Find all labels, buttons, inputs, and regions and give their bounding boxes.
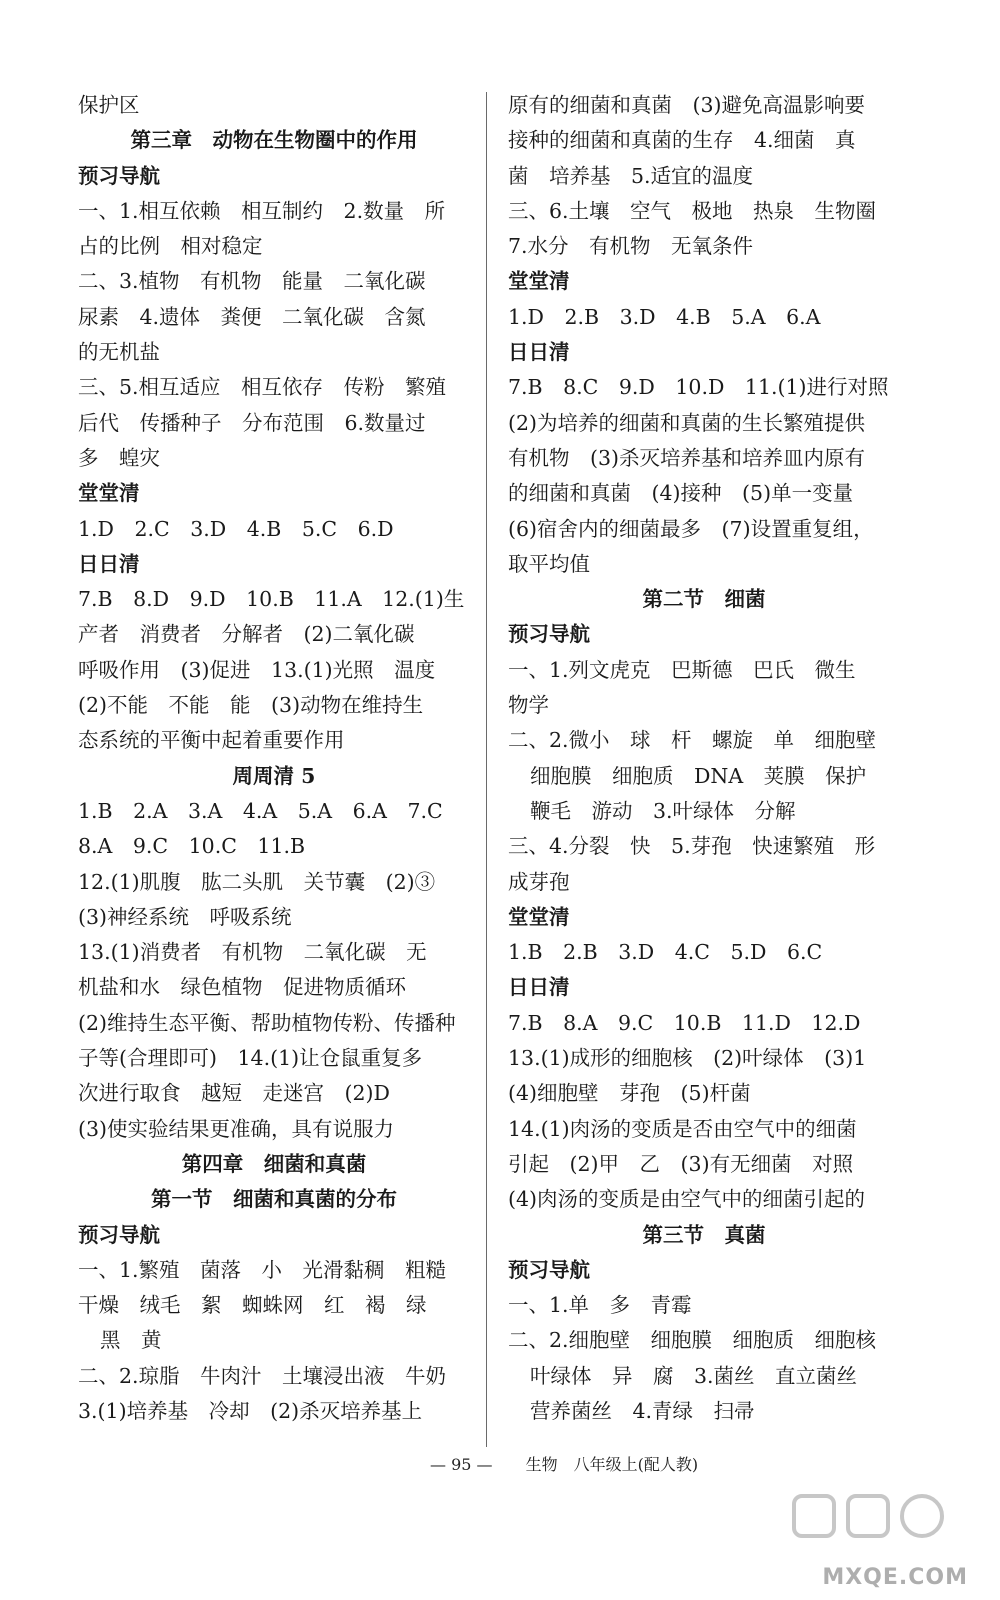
answer-line: 的细菌和真菌 (4)接种 (5)单一变量	[508, 481, 854, 506]
section-label: 日日清	[508, 340, 570, 365]
left-column	[78, 88, 470, 1429]
answer-line: 鞭毛 游动 3.叶绿体 分解	[530, 798, 796, 823]
answer-line: 8.A 9.C 10.C 11.B	[78, 834, 306, 859]
answer-line: (4)细胞壁 芽孢 (5)杆菌	[508, 1081, 751, 1106]
section-label: 日日清	[78, 551, 140, 576]
answer-line: 一、1.列文虎克 巴斯德 巴氏 微生	[508, 657, 856, 682]
section-label: 预习导航	[508, 622, 590, 647]
answer-line: 占的比例 相对稳定	[78, 234, 263, 259]
section-heading: 第三节 真菌	[642, 1222, 766, 1247]
answer-line: 接种的细菌和真菌的生存 4.细菌 真	[508, 128, 856, 153]
answer-line: 次进行取食 越短 走迷宫 (2)D	[78, 1081, 390, 1106]
answer-line: 引起 (2)甲 乙 (3)有无细菌 对照	[508, 1151, 854, 1176]
answer-line: 机盐和水 绿色植物 促进物质循环	[78, 975, 406, 1000]
page-footer	[430, 1452, 830, 1475]
answer-line: 成芽孢	[508, 869, 570, 894]
section-label: 预习导航	[78, 1222, 160, 1247]
column-divider	[486, 92, 487, 1447]
answer-line: 二、2.微小 球 杆 螺旋 单 细胞壁	[508, 728, 877, 753]
section-label: 预习导航	[78, 163, 160, 188]
section-label: 预习导航	[508, 1257, 590, 1282]
answer-line: 7.B 8.A 9.C 10.B 11.D 12.D	[508, 1010, 861, 1035]
section-label: 堂堂清	[508, 904, 570, 929]
answer-line: 叶绿体 异 腐 3.菌丝 直立菌丝	[530, 1363, 858, 1388]
answer-line: (2)不能 不能 能 (3)动物在维持生	[78, 693, 424, 718]
section-heading: 第一节 细菌和真菌的分布	[151, 1187, 397, 1212]
answer-line: 有机物 (3)杀灭培养基和培养皿内原有	[508, 445, 866, 470]
answer-line: 三、4.分裂 快 5.芽孢 快速繁殖 形	[508, 834, 876, 859]
answer-line: 多 蝗灾	[78, 445, 160, 470]
answer-line: 三、6.土壤 空气 极地 热泉 生物圈	[508, 198, 877, 223]
answer-line: 7.B 8.D 9.D 10.B 11.A 12.(1)生	[78, 587, 465, 612]
answer-line: 1.D 2.C 3.D 4.B 5.C 6.D	[78, 516, 394, 541]
watermark-site-text: MXQE.COM	[822, 1565, 968, 1590]
answer-line: 一、1.相互依赖 相互制约 2.数量 所	[78, 198, 446, 223]
answer-line: (3)神经系统 呼吸系统	[78, 904, 292, 929]
right-column	[508, 88, 900, 1429]
answer-line: 三、5.相互适应 相互依存 传粉 繁殖	[78, 375, 447, 400]
answer-line: 3.(1)培养基 冷却 (2)杀灭培养基上	[78, 1398, 423, 1423]
answer-line: 后代 传播种子 分布范围 6.数量过	[78, 410, 426, 435]
section-heading: 周周清 5	[232, 763, 316, 788]
section-heading: 第二节 细菌	[642, 587, 766, 612]
answer-line: 细胞膜 细胞质 DNA 荚膜 保护	[530, 763, 867, 788]
answer-line: 态系统的平衡中起着重要作用	[78, 728, 345, 753]
page-number: — 95 —	[430, 1455, 493, 1474]
answer-line: (2)为培养的细菌和真菌的生长繁殖提供	[508, 410, 866, 435]
answer-line: (4)肉汤的变质是由空气中的细菌引起的	[508, 1187, 866, 1212]
answer-line: (2)维持生态平衡、帮助植物传粉、传播种	[78, 1010, 456, 1035]
answer-line: 7.水分 有机物 无氧条件	[508, 234, 754, 259]
section-label: 堂堂清	[78, 481, 140, 506]
answer-line: 子等(合理即可) 14.(1)让仓鼠重复多	[78, 1046, 423, 1071]
answer-line: 二、2.细胞壁 细胞膜 细胞质 细胞核	[508, 1328, 877, 1353]
answer-line: 二、3.植物 有机物 能量 二氧化碳	[78, 269, 426, 294]
answer-line: 取平均值	[508, 551, 590, 576]
answer-line: 1.B 2.B 3.D 4.C 5.D 6.C	[508, 940, 823, 965]
answer-line: 一、1.繁殖 菌落 小 光滑黏稠 粗糙	[78, 1257, 447, 1282]
section-label: 堂堂清	[508, 269, 570, 294]
answer-line: 菌 培养基 5.适宜的温度	[508, 163, 754, 188]
answer-line: 13.(1)消费者 有机物 二氧化碳 无	[78, 940, 427, 965]
section-heading: 第三章 动物在生物圈中的作用	[130, 128, 418, 153]
answer-line: 营养菌丝 4.青绿 扫帚	[530, 1398, 755, 1423]
answer-line: 原有的细菌和真菌 (3)避免高温影响要	[508, 93, 866, 117]
answer-line: 1.D 2.B 3.D 4.B 5.A 6.A	[508, 304, 821, 329]
book-info: 生物 八年级上(配人教)	[525, 1455, 699, 1474]
answer-line: 呼吸作用 (3)促进 13.(1)光照 温度	[78, 657, 436, 682]
answer-line: 14.(1)肉汤的变质是否由空气中的细菌	[508, 1116, 857, 1141]
answer-line: 二、2.琼脂 牛肉汁 土壤浸出液 牛奶	[78, 1363, 447, 1388]
answer-line: (3)使实验结果更准确，具有说服力	[78, 1116, 395, 1141]
answer-line: 7.B 8.C 9.D 10.D 11.(1)进行对照	[508, 375, 889, 400]
answer-line: (6)宿舍内的细菌最多 (7)设置重复组，	[508, 516, 874, 541]
answer-line: 黑 黄	[100, 1328, 162, 1353]
answer-line: 12.(1)肌腹 肱二头肌 关节囊 (2)③	[78, 869, 436, 894]
answer-line: 1.B 2.A 3.A 4.A 5.A 6.A 7.C	[78, 798, 443, 823]
section-heading: 第四章 细菌和真菌	[181, 1151, 367, 1176]
answer-line: 保护区	[78, 93, 140, 117]
answer-line: 物学	[508, 693, 549, 718]
answer-line: 一、1.单 多 青霉	[508, 1293, 692, 1318]
answer-line: 的无机盐	[78, 340, 160, 365]
answer-line: 干燥 绒毛 絮 蜘蛛网 红 褐 绿	[78, 1293, 427, 1318]
answer-line: 13.(1)成形的细胞核 (2)叶绿体 (3)1	[508, 1046, 867, 1071]
answer-line: 产者 消费者 分解者 (2)二氧化碳	[78, 622, 415, 647]
section-label: 日日清	[508, 975, 570, 1000]
answer-line: 尿素 4.遗体 粪便 二氧化碳 含氮	[78, 304, 426, 329]
